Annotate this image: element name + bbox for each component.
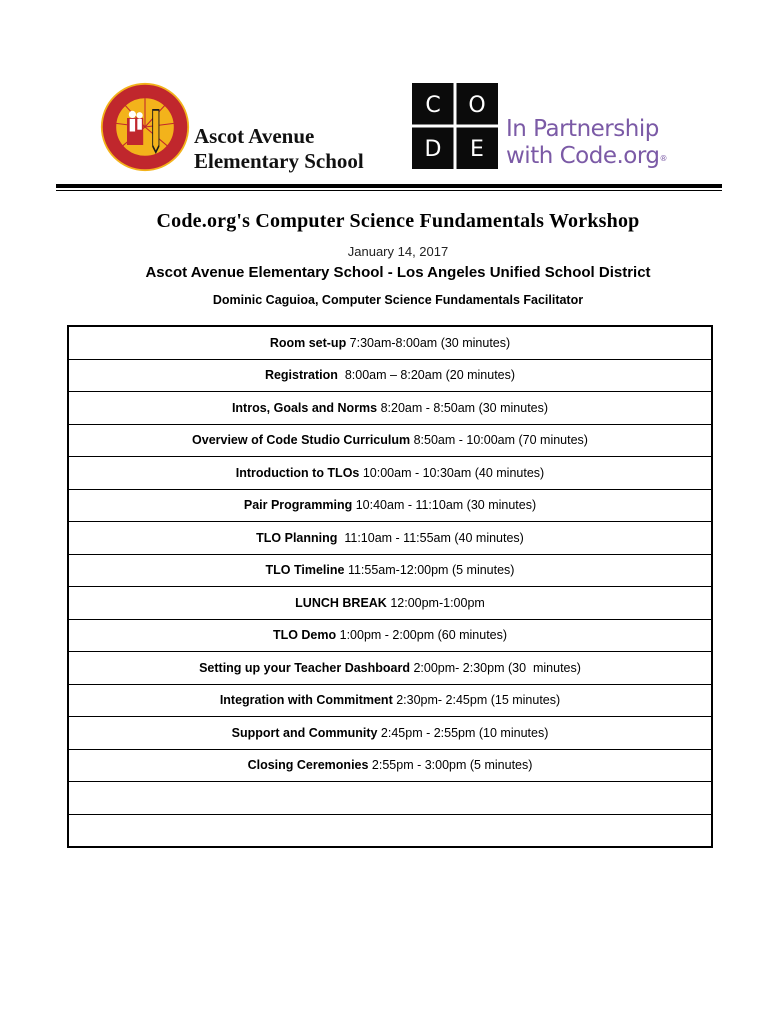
schedule-time: 10:40am - 11:10am (30 minutes)	[352, 498, 537, 513]
document-header	[0, 0, 768, 190]
schedule-time: 2:55pm - 3:00pm (5 minutes)	[368, 758, 533, 773]
schedule-cell	[68, 619, 712, 652]
registered-mark: ®	[659, 154, 668, 163]
schedule-cell	[68, 392, 712, 425]
header-divider-thick	[56, 184, 722, 188]
schedule-activity: Room set-up	[269, 335, 347, 350]
schedule-cell	[68, 717, 712, 750]
schedule-row	[68, 782, 712, 815]
workshop-date: January 14, 2017	[347, 244, 449, 259]
schedule-cell	[68, 782, 712, 815]
schedule-cell	[68, 424, 712, 457]
partnership-line2: with Code.org®	[506, 143, 668, 169]
schedule-row	[68, 392, 712, 425]
schedule-time: 8:50am - 10:00am (70 minutes)	[410, 433, 588, 448]
schedule-activity: TLO Demo	[272, 628, 337, 643]
schedule-row	[68, 424, 712, 457]
schedule-row	[68, 489, 712, 522]
schedule-cell	[68, 684, 712, 717]
schedule-row	[68, 522, 712, 555]
schedule-cell	[68, 652, 712, 685]
schedule-cell	[68, 587, 712, 620]
code-logo-letter-e: E	[470, 137, 484, 162]
schedule-activity: Closing Ceremonies	[247, 758, 369, 773]
schedule-activity: Introduction to TLOs	[235, 465, 360, 480]
schedule-activity: Pair Programming	[243, 498, 353, 513]
code-org-logo-icon	[412, 83, 498, 169]
schedule-row	[68, 326, 712, 359]
schedule-time: 2:45pm - 2:55pm (10 minutes)	[377, 725, 549, 740]
schedule-row	[68, 749, 712, 782]
code-logo-letter-d: D	[424, 137, 442, 162]
schedule-cell	[68, 489, 712, 522]
schedule-row	[68, 359, 712, 392]
schedule-activity: TLO Planning	[256, 530, 338, 545]
schedule-row	[68, 457, 712, 490]
schedule-cell	[68, 326, 712, 359]
schedule-row	[68, 717, 712, 750]
schedule-row	[68, 684, 712, 717]
schedule-time: 7:30am-8:00am (30 minutes)	[346, 335, 511, 350]
school-name-line1: Ascot Avenue	[194, 124, 315, 148]
schedule-cell	[68, 359, 712, 392]
schedule-cell	[68, 749, 712, 782]
schedule-row	[68, 652, 712, 685]
schedule-time: 1:00pm - 2:00pm (60 minutes)	[336, 628, 508, 643]
schedule-row	[68, 814, 712, 847]
lausd-seal-icon	[100, 82, 190, 172]
schedule-time: 2:30pm- 2:45pm (15 minutes)	[392, 693, 561, 708]
schedule-activity: LUNCH BREAK	[295, 595, 387, 610]
schedule-time: 12:00pm-1:00pm	[386, 595, 485, 610]
schedule-activity: TLO Timeline	[265, 563, 345, 578]
schedule-cell	[68, 522, 712, 555]
school-name	[194, 124, 364, 174]
schedule-time: 10:00am - 10:30am (40 minutes)	[359, 465, 545, 480]
schedule-time: 2:00pm- 2:30pm (30 minutes)	[410, 660, 581, 675]
code-logo-letter-c: C	[425, 93, 441, 118]
schedule-row	[68, 554, 712, 587]
header-divider-thin	[56, 190, 722, 191]
workshop-facilitator: Dominic Caguioa, Computer Science Fundamentals Facilitator	[212, 293, 584, 307]
workshop-title: Code.org's Computer Science Fundamentals Workshop	[156, 210, 640, 232]
schedule-cell	[68, 814, 712, 847]
partnership-line1: In Partnership	[506, 116, 659, 142]
schedule-activity: Registration	[264, 368, 338, 383]
school-name-line2: Elementary School	[194, 149, 364, 173]
partnership-text	[506, 116, 667, 170]
schedule-time: 11:10am - 11:55am (40 minutes)	[337, 530, 524, 545]
schedule-activity: Support and Community	[231, 725, 378, 740]
schedule-row	[68, 587, 712, 620]
schedule-table	[67, 325, 713, 848]
schedule-activity: Intros, Goals and Norms	[231, 400, 378, 415]
workshop-location: Ascot Avenue Elementary School - Los Angeles Unified School District	[145, 264, 651, 281]
schedule-cell	[68, 554, 712, 587]
schedule-activity: Setting up your Teacher Dashboard	[199, 660, 410, 675]
code-logo-letter-o: O	[468, 93, 486, 118]
schedule-row	[68, 619, 712, 652]
schedule-time: 8:20am - 8:50am (30 minutes)	[377, 400, 549, 415]
schedule-activity: Integration with Commitment	[219, 693, 393, 708]
schedule-cell	[68, 457, 712, 490]
schedule-time: 8:00am – 8:20am (20 minutes)	[337, 368, 516, 383]
schedule-activity: Overview of Code Studio Curriculum	[192, 433, 411, 448]
schedule-time: 11:55am-12:00pm (5 minutes)	[344, 563, 515, 578]
